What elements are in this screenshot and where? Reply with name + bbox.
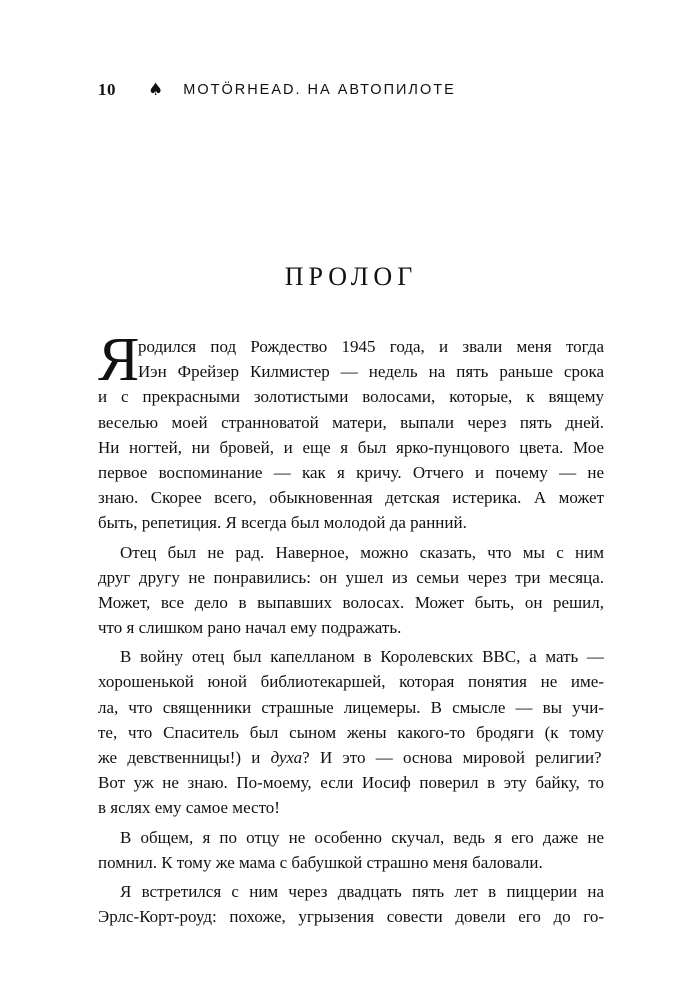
text-line: Иэн Фрейзер Килмистер — недель на пять раньше срока <box>138 362 604 382</box>
text-line: Я встретился с ним через двадцать пять лет в пиццерии на <box>120 881 604 901</box>
text-line: друг другу не понравились: он ушел из семьи через три месяца. <box>98 567 604 587</box>
text-segment: же девственницы!) и <box>98 748 271 767</box>
paragraph-4 <box>98 825 604 875</box>
text-line: быть, репетиция. Я всегда был молодой да ранний. <box>98 513 467 533</box>
text-line: Отец был не рад. Наверное, можно сказать, что мы с ним <box>120 542 604 562</box>
paragraph-2 <box>98 540 604 641</box>
text-line: Эрлс-Корт-роуд: похоже, угрызения совести довели его до го- <box>98 907 604 927</box>
running-head <box>98 78 456 102</box>
text-line: В общем, я по отцу не особенно скучал, ведь я его даже не <box>120 827 604 847</box>
text-line: Может, все дело в выпавших волосах. Может быть, он решил, <box>98 592 604 612</box>
text-line: и с прекрасными золотистыми волосами, которые, к вящему <box>98 387 604 407</box>
spade-icon: ♠ <box>148 79 164 100</box>
text-line: первое воспоминание — как я кричу. Отчего и почему — не <box>98 462 604 482</box>
text-line: Ни ногтей, ни бровей, и еще я был ярко-пунцового цвета. Мое <box>98 437 604 457</box>
text-line: Вот уж не знаю. По-моему, если Иосиф поверил в эту байку, то <box>98 773 604 793</box>
paragraph-1 <box>98 326 604 536</box>
page-number: 10 <box>98 80 116 99</box>
paragraph-3 <box>98 644 604 820</box>
drop-cap: Я <box>98 326 140 394</box>
paragraph-5 <box>98 879 604 929</box>
text-segment: ? И это — основа мировой религии? <box>302 748 602 767</box>
text-line: помнил. К тому же мама с бабушкой страшно меня баловали. <box>98 852 543 872</box>
text-line: хорошенькой юной библиотекаршей, которая понятия не име- <box>98 672 604 692</box>
text-line: знаю. Скорее всего, обыкновенная детская истерика. А может <box>98 488 604 508</box>
body-text <box>98 326 604 933</box>
text-line: В войну отец был капелланом в Королевских ВВС, а мать — <box>120 647 604 667</box>
text-line: в яслях ему самое место! <box>98 798 280 818</box>
book-title: MOTÖRHEAD. НА АВТОПИЛОТЕ <box>183 82 456 98</box>
text-line: ла, что священники страшные лицемеры. В смысле — вы учи- <box>98 697 604 717</box>
text-line: те, что Спаситель был сыном жены какого-то бродяги (к тому <box>98 722 604 742</box>
text-line: родился под Рождество 1945 года, и звали меня тогда <box>138 337 604 356</box>
italic-word: духа <box>270 748 303 767</box>
chapter-title: ПРОЛОГ <box>284 262 418 291</box>
text-line-mixed <box>98 745 604 770</box>
text-line: что я слишком рано начал ему подражать. <box>98 618 402 638</box>
text-line: веселью моей странноватой матери, выпали через пять дней. <box>98 412 604 432</box>
